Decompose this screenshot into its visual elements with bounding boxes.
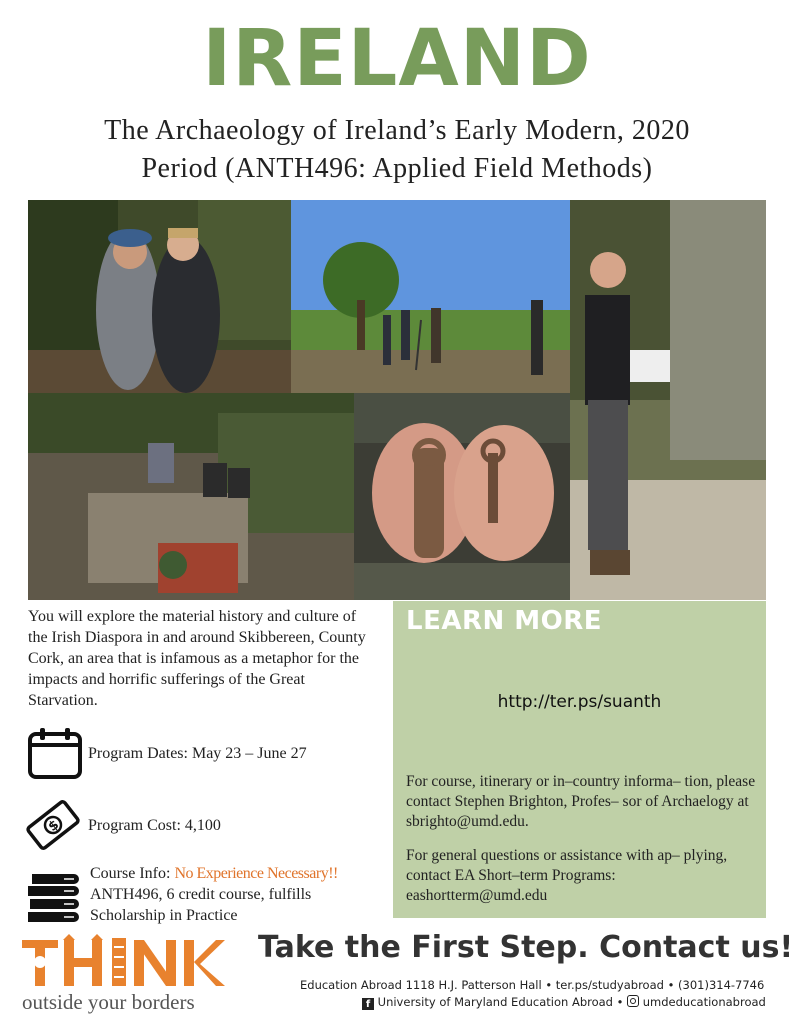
money-bill-icon [24,799,82,851]
photo-excavation-site [28,393,354,600]
photo-hands-holding-keys [354,393,570,600]
books-icon [24,872,80,924]
photo-students-holding-artifacts [28,200,291,393]
course-info-highlight: No Experience Necessary!! [174,865,338,882]
course-info-line-3: Scholarship in Practice [90,907,238,924]
footer-address-line: Education Abroad 1118 H.J. Patterson Hall • ter.ps/studyabroad • (301)314-7746 [300,978,765,992]
program-cost: Program Cost: 4,100 [88,817,221,834]
photo-student-recording-notes [570,200,766,600]
footer-social-line [362,995,766,1010]
page-title: IRELAND [202,14,592,104]
intro-text: You will explore the material history and culture of the Irish Diaspora in and around Skibbereen, County Cork, an area that is infamous as a metaphor for the impacts and horrific sufferings of the Great Starvation. [28,608,366,709]
learn-more-title: LEARN MORE [406,606,603,636]
course-info [90,863,338,926]
subtitle-line-2: Period (ANTH496: Applied Field Methods) [141,153,653,184]
instagram-handle[interactable]: umdeducationabroad [642,995,766,1009]
calendar-icon [28,727,82,779]
svg-text:$: $ [45,817,63,835]
separator-dot: • [616,995,624,1009]
contact-cta-heading: Take the First Step. Contact us! [258,930,794,965]
think-logo [20,934,225,990]
course-info-line-2: ANTH496, 6 credit course, fulfills [90,886,312,903]
facebook-handle[interactable]: University of Maryland Education Abroad [377,995,613,1009]
course-info-label: Course Info: [90,865,175,882]
learn-more-link[interactable]: http://ter.ps/suanth [497,692,662,712]
contact-course-info: For course, itinerary or in–country informa– tion, please contact Stephen Brighton, Profes– sor of Archaelogy at sbrighto@umd.edu. [406,773,756,830]
facebook-icon[interactable]: f [362,998,374,1010]
tagline: outside your borders [22,990,195,1014]
contact-general-info: For general questions or assistance with ap– plying, contact EA Short–term Programs: eashortterm@umd.edu [406,847,728,904]
instagram-icon[interactable] [627,995,639,1007]
program-dates: Program Dates: May 23 – June 27 [88,745,307,762]
page-subtitle [30,112,764,188]
photo-field-survey [291,200,570,393]
subtitle-line-1: The Archaeology of Ireland’s Early Modern, 2020 [104,115,690,146]
